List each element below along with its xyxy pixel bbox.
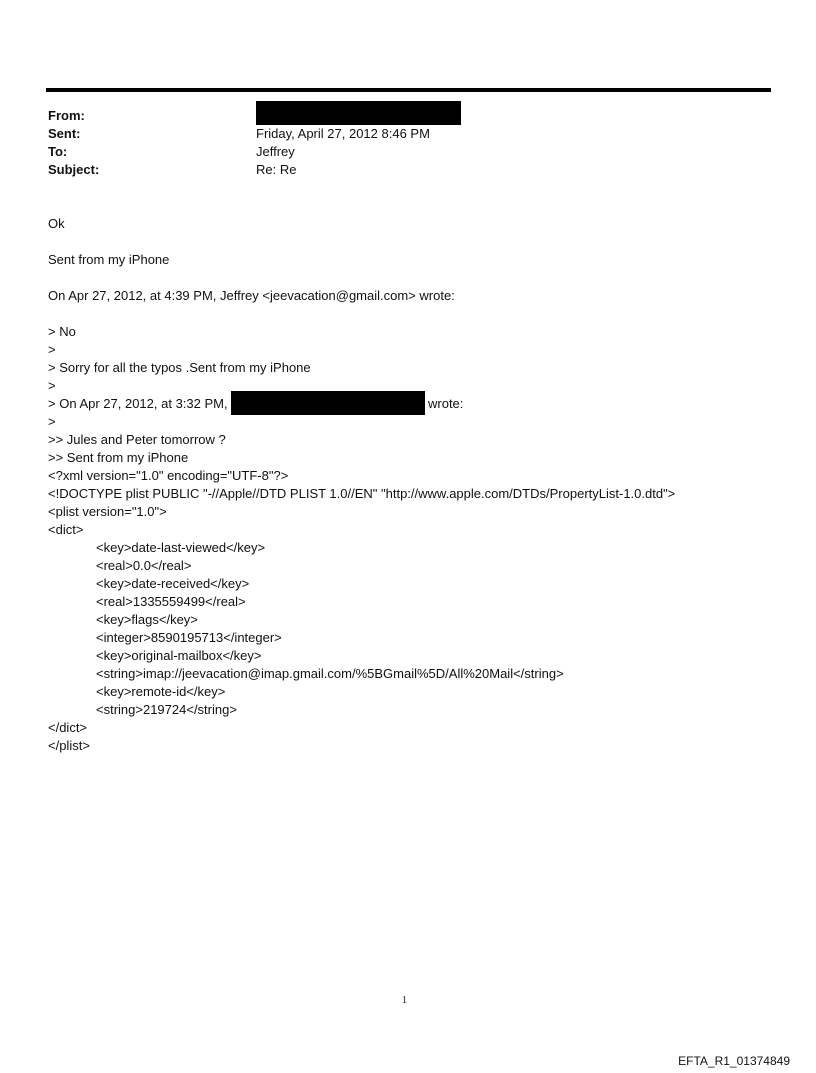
sent-value: Friday, April 27, 2012 8:46 PM [256,126,430,141]
xml-line: <real>0.0</real> [96,558,192,573]
xml-line: <key>date-last-viewed</key> [96,540,266,555]
quoted-line-suffix: wrote: [428,396,464,411]
page-number: 1 [402,995,407,1006]
xml-line: <key>original-mailbox</key> [96,648,262,663]
xml-line: </plist> [48,738,90,753]
reply-text: Ok [48,216,65,231]
xml-line: <key>date-received</key> [96,576,250,591]
xml-line: <string>imap://jeevacation@imap.gmail.com/%5BGmail%5D/All%20Mail</string> [96,666,564,681]
quoted-line: > [48,414,56,429]
xml-line: <key>flags</key> [96,612,198,627]
to-value: Jeffrey [256,144,295,159]
quoted-line: >> Sent from my iPhone [48,450,189,465]
quoted-line: > On Apr 27, 2012, at 3:32 PM, [48,396,228,411]
sent-label: Sent: [48,126,81,141]
quoted-line: > [48,342,56,357]
signature: Sent from my iPhone [48,252,170,267]
header-divider [46,88,771,92]
xml-line: </dict> [48,720,88,735]
redacted-from [256,101,461,125]
xml-line: <!DOCTYPE plist PUBLIC "-//Apple//DTD PLIST 1.0//EN" "http://www.apple.com/DTDs/PropertyList-1.0.dtd"> [48,486,676,501]
bates-number: EFTA_R1_01374849 [678,1054,790,1068]
redacted-sender [231,391,425,415]
xml-line: <integer>8590195713</integer> [96,630,282,645]
xml-line: <string>219724</string> [96,702,237,717]
quoted-line: > [48,378,56,393]
xml-line: <real>1335559499</real> [96,594,246,609]
xml-line: <dict> [48,522,84,537]
to-label: To: [48,144,68,159]
xml-line: <key>remote-id</key> [96,684,226,699]
subject-value: Re: Re [256,162,297,177]
quote-intro: On Apr 27, 2012, at 4:39 PM, Jeffrey <jeevacation@gmail.com> wrote: [48,288,455,303]
subject-label: Subject: [48,162,100,177]
xml-line: <?xml version="1.0" encoding="UTF-8"?> [48,468,289,483]
quoted-line: > Sorry for all the typos .Sent from my iPhone [48,360,311,375]
xml-line: <plist version="1.0"> [48,504,167,519]
quoted-line: >> Jules and Peter tomorrow ? [48,432,226,447]
quoted-line: > No [48,324,76,339]
from-label: From: [48,108,85,123]
